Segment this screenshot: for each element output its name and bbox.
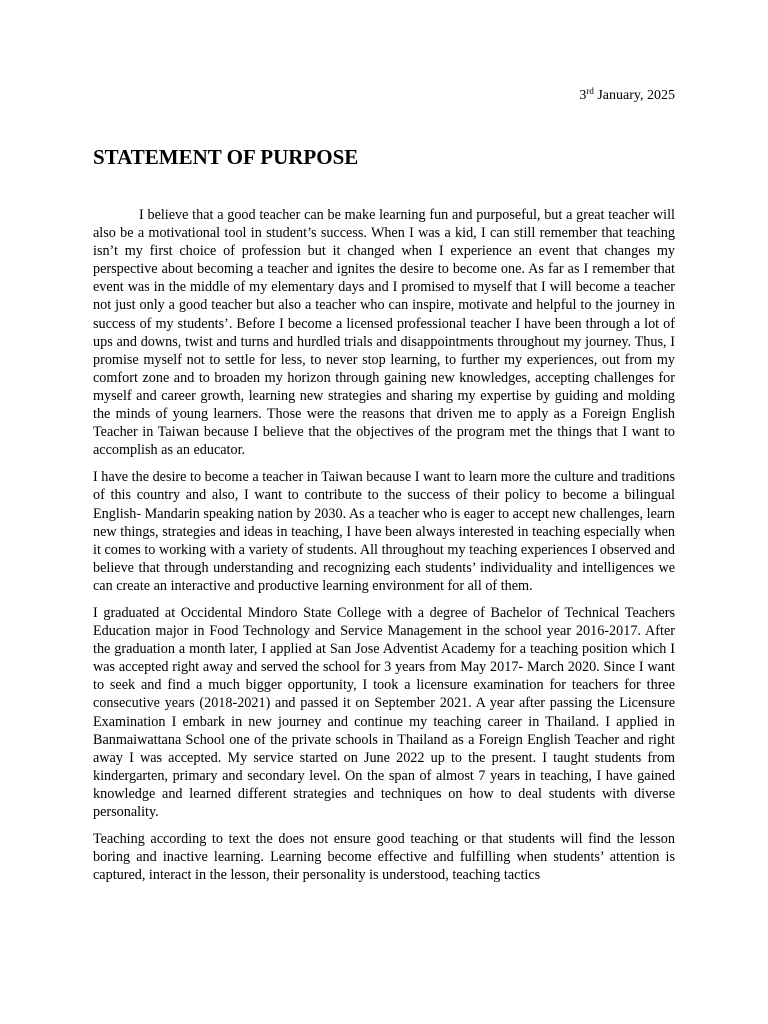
document-date [579,87,675,105]
document-body [93,206,675,893]
document-title: STATEMENT OF PURPOSE [93,145,359,169]
paragraph-3: I graduated at Occidental Mindoro State College with a degree of Bachelor of Technical Teachers Education major in Food Technology and Service Management in the school year 2016-2017. After the graduation a month later, I applied at San Jose Adventist Academy for a teaching position which I was accepted right away and served the school for 3 years from May 2017- March 2020. Since I want to seek and find a much bigger opportunity, I took a licensure examination for teachers for three consecutive years (2018-2021) and passed it on September 2021. A year after passing the Licensure Examination I embark in new journey and continue my teaching career in Thailand. I applied in Banmaiwattana School one of the private schools in Thailand as a Foreign English Teacher and right away I was accepted. My service started on June 2022 up to the present. I taught students from kindergarten, primary and secondary level. On the span of almost 7 years in teaching, I have gained knowledge and learned different strategies and techniques on how to deal students with diverse personality. [93,604,675,820]
date-month-year: January, 2025 [593,88,675,103]
paragraph-1: I believe that a good teacher can be make learning fun and purposeful, but a great teacher will also be a motivational tool in student’s success. When I was a kid, I can still remember that teaching isn’t my first choice of profession but it changed when I experience an event that changes my perspective about becoming a teacher and ignites the desire to become one. As far as I remember that event was in the middle of my elementary days and I promised to myself that I will become a teacher not just only a good teacher but also a teacher who can inspire, motivate and helpful to the journey in success of my students’. Before I become a licensed professional teacher I have been through a lot of ups and downs, twist and turns and hurdled trials and disappointments throughout my journey. Thus, I promise myself not to settle for less, to never stop learning, to further my experiences, out from my comfort zone and to broaden my horizon through gaining new knowledges, accepting challenges for myself and career growth, learning new strategies and sharing my expertise by guiding and molding the minds of young learners. Those were the reasons that driven me to apply as a Foreign English Teacher in Taiwan because I believe that the objectives of the program met the things that I want to accomplish as an educator. [93,207,675,459]
date-ordinal-suffix: rd [586,86,594,96]
paragraph-2: I have the desire to become a teacher in Taiwan because I want to learn more the culture and traditions of this country and also, I want to contribute to the success of their policy to become a bilingual English- Mandarin speaking nation by 2030. As a teacher who is eager to accept new challenges, learn new things, strategies and ideas in teaching, I have been always interested in teaching especially when it comes to working with a variety of students. All throughout my teaching experiences I observed and believe that through understanding and recognizing each students’ individuality and intelligences we can create an interactive and productive learning environment for all of them. [93,469,675,594]
paragraph-4: Teaching according to text the does not ensure good teaching or that students will find the lesson boring and inactive learning. Learning become effective and fulfilling when students’ attention is captured, interact in the lesson, their personality is understood, teaching tactics [93,831,675,884]
date-day: 3 [579,88,587,103]
